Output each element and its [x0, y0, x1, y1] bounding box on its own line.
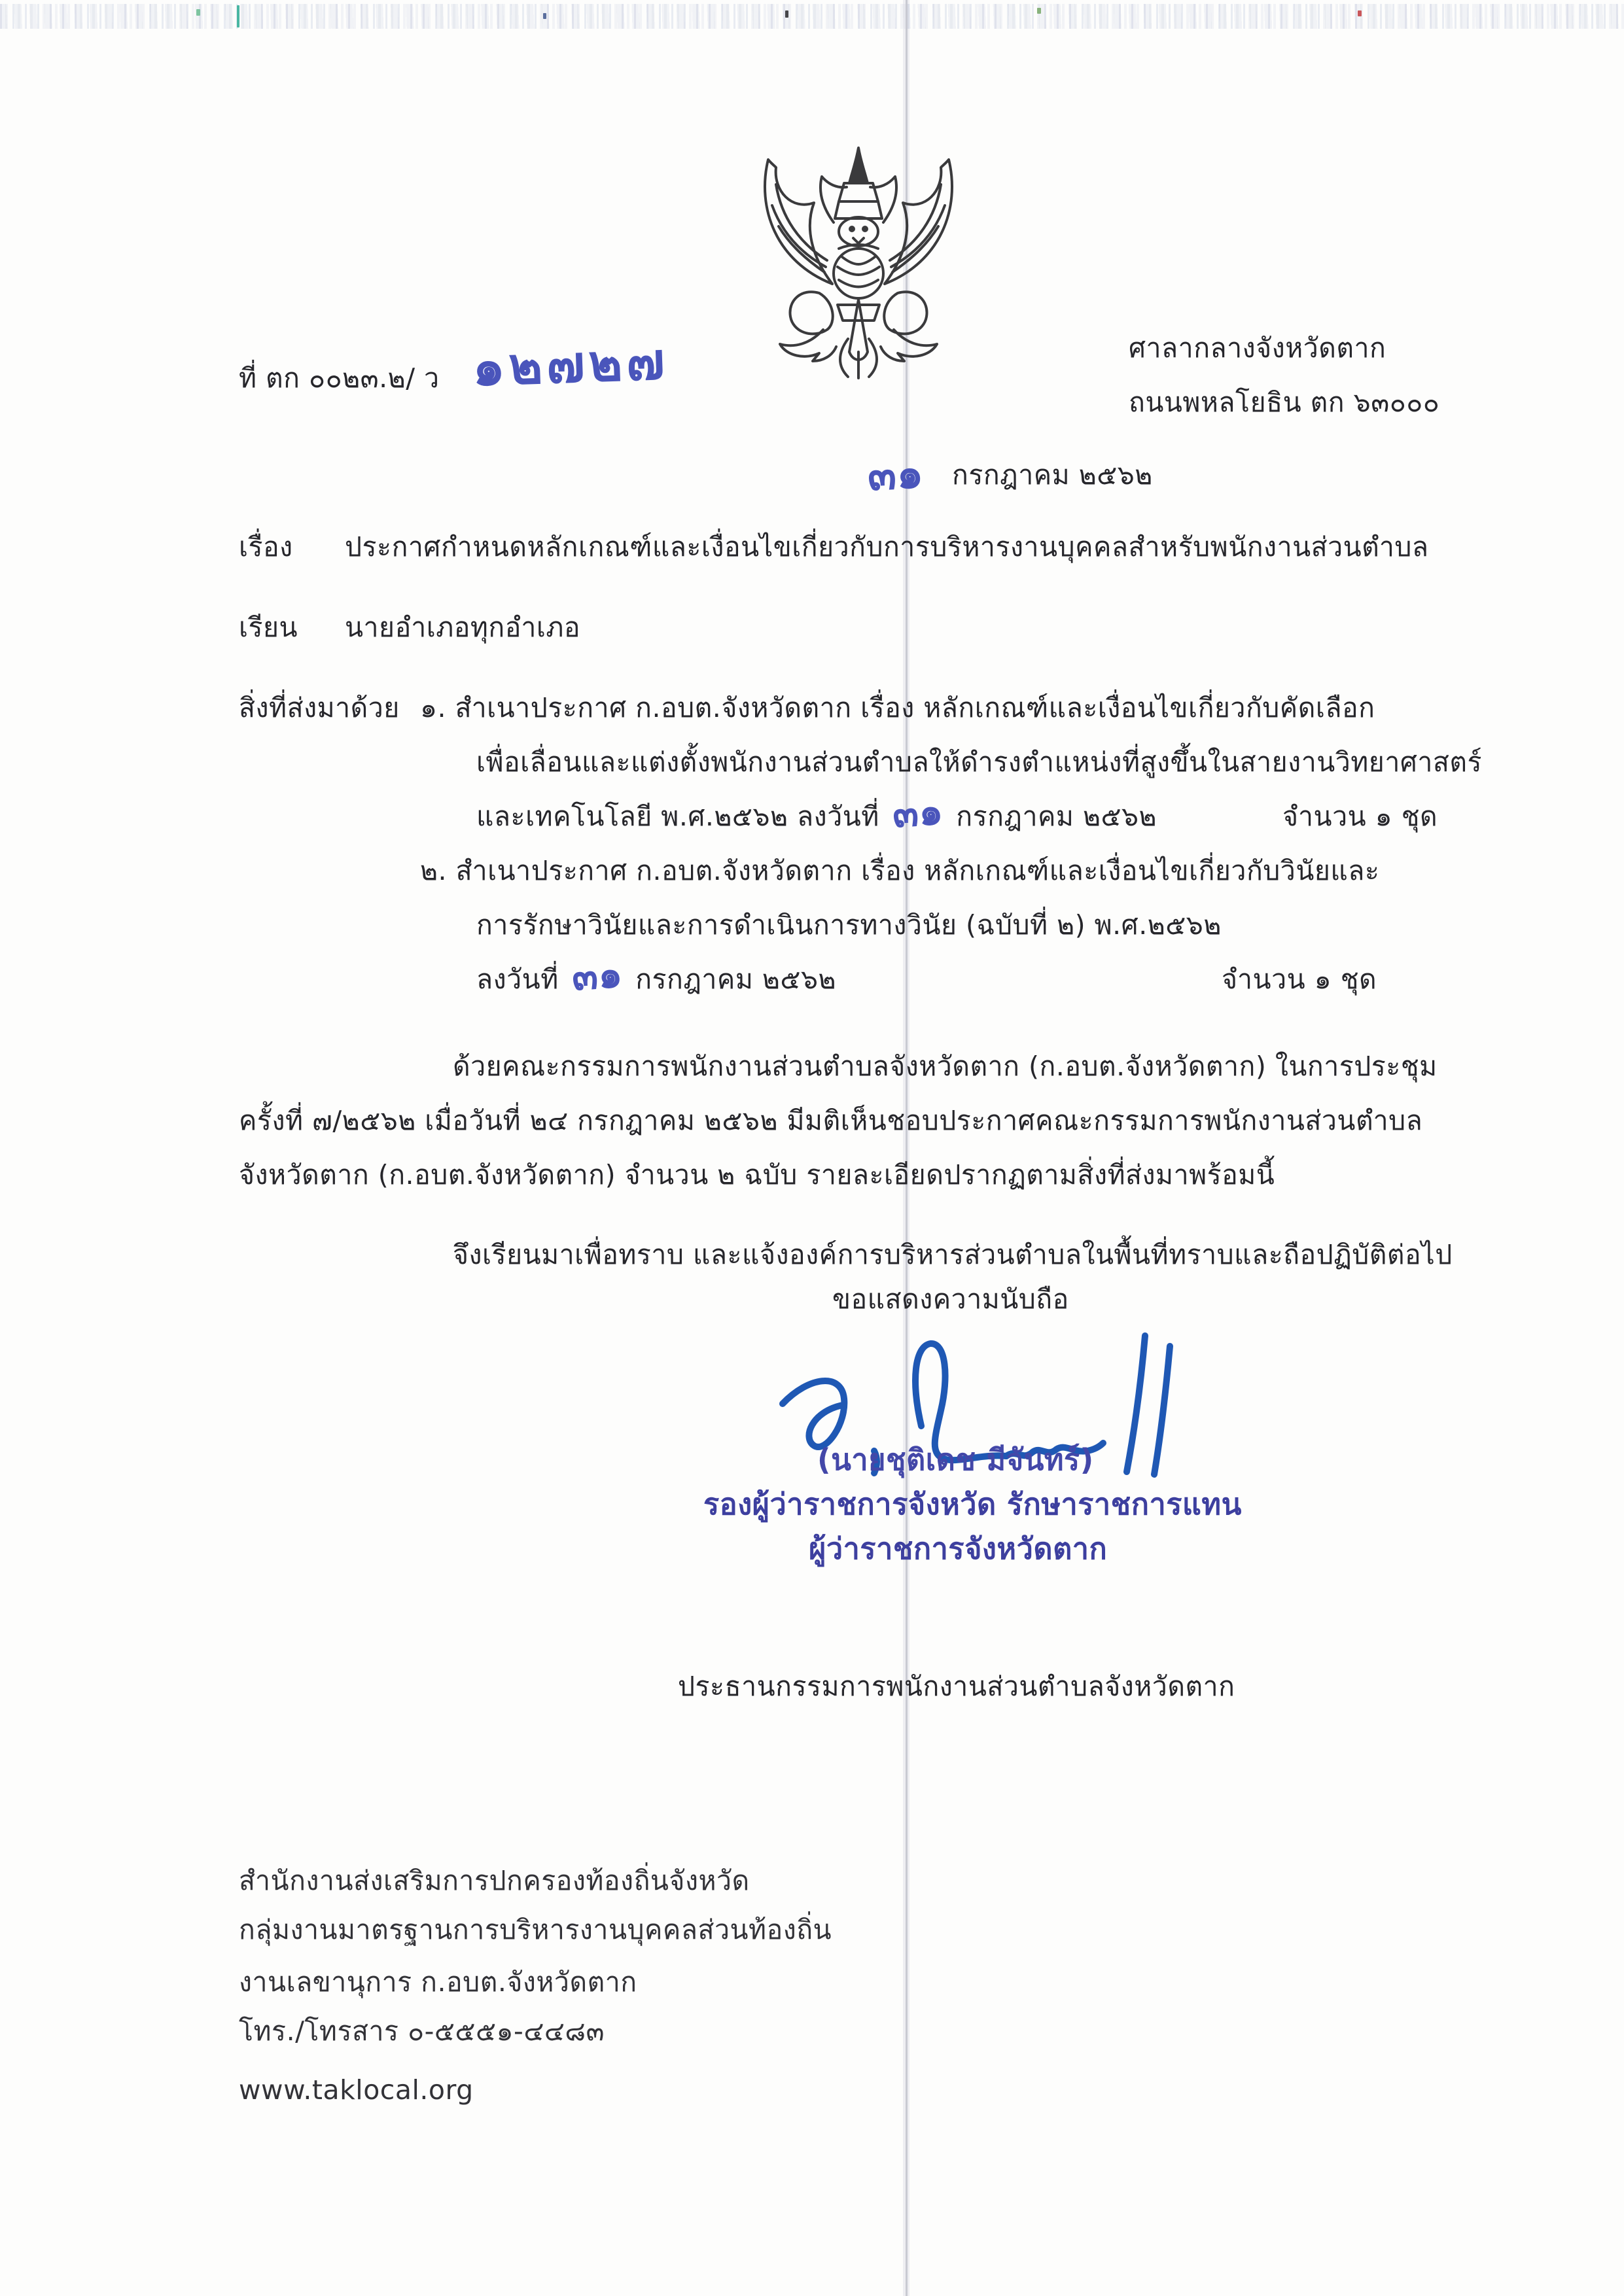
footer-phone: โทร./โทรสาร ๐-๕๕๕๑-๔๔๘๓ [239, 2015, 605, 2047]
attachment-item-1-date-suffix: กรกฎาคม ๒๕๖๒ [956, 801, 1157, 832]
attachment-item-1-line-1: ๑. สำเนาประกาศ ก.อบต.จังหวัดตาก เรื่อง หลักเกณฑ์และเงื่อนไขเกี่ยวกับคัดเลือก [420, 692, 1375, 723]
garuda-emblem-icon [750, 145, 967, 385]
footer-office-line2: กลุ่มงานมาตรฐานการบริหารงานบุคคลส่วนท้องถิ่น [239, 1914, 832, 1945]
attachment-item-2-line-1: ๒. สำเนาประกาศ ก.อบต.จังหวัดตาก เรื่อง หลักเกณฑ์และเงื่อนไขเกี่ยวกับวินัยและ [420, 855, 1380, 886]
salutation: ขอแสดงความนับถือ [832, 1283, 1069, 1315]
scan-speck-dark [785, 10, 788, 18]
sender-address-line2: ถนนพหลโยธิน ตก ๖๓๐๐๐ [1129, 387, 1440, 418]
signer-title-line2: ผู้ว่าราชการจังหวัดตาก [809, 1531, 1108, 1566]
attachment-item-2-day-handwritten: ๓๑ [570, 951, 624, 1000]
footer-office-line3: งานเลขานุการ ก.อบต.จังหวัดตาก [239, 1966, 637, 1998]
scan-speck-green2 [1037, 8, 1041, 14]
attachment-item-2-quantity: จำนวน ๑ ชุด [1222, 964, 1377, 995]
attachment-item-2-line-3 [476, 951, 837, 1000]
body-paragraph1-line2: ครั้งที่ ๗/๒๕๖๒ เมื่อวันที่ ๒๔ กรกฎาคม ๒๕๖๒ มีมติเห็นชอบประกาศคณะกรรมการพนักงานส่วนตำบล [239, 1105, 1423, 1136]
attachment-item-2-date-suffix: กรกฎาคม ๒๕๖๒ [635, 964, 837, 995]
body-paragraph2: จึงเรียนมาเพื่อทราบ และแจ้งองค์การบริหารส่วนตำบลในพื้นที่ทราบและถือปฏิบัติต่อไป [453, 1239, 1453, 1270]
ref-number-label: ที่ ตก ๐๐๒๓.๒/ ว [239, 362, 440, 394]
ref-number-handwritten: ๑๒๗๒๗ [471, 332, 670, 398]
scan-noise-band [0, 4, 1624, 29]
subject-label: เรื่อง [239, 531, 293, 563]
issuing-role: ประธานกรรมการพนักงานส่วนตำบลจังหวัดตาก [678, 1671, 1235, 1702]
signer-title-line1: รองผู้ว่าราชการจังหวัด รักษาราชการแทน [703, 1487, 1242, 1522]
attachment-item-2-line-2: การรักษาวินัยและการดำเนินการทางวินัย (ฉบับที่ ๒) พ.ศ.๒๕๖๒ [476, 909, 1222, 941]
attachment-item-1-quantity: จำนวน ๑ ชุด [1282, 801, 1438, 832]
date-day-handwritten: ๓๑ [866, 449, 925, 501]
scan-speck-red [1358, 10, 1362, 16]
recipient-text: นายอำเภอทุกอำเภอ [345, 612, 581, 643]
footer-office-line1: สำนักงานส่งเสริมการปกครองท้องถิ่นจังหวัด [239, 1865, 750, 1896]
attachment-item-1-line-2: เพื่อเลื่อนและแต่งตั้งพนักงานส่วนตำบลให้ดำรงตำแหน่งที่สูงขึ้นในสายงานวิทยาศาสตร์ [476, 746, 1483, 778]
body-paragraph1-line3: จังหวัดตาก (ก.อบต.จังหวัดตาก) จำนวน ๒ ฉบับ รายละเอียดปรากฏตามสิ่งที่ส่งมาพร้อมนี้ [239, 1159, 1275, 1191]
attachment-item-1-day-handwritten: ๓๑ [891, 788, 945, 837]
date-month-year: กรกฎาคม ๒๕๖๒ [952, 459, 1153, 491]
body-paragraph1-line1: ด้วยคณะกรรมการพนักงานส่วนตำบลจังหวัดตาก (ก.อบต.จังหวัดตาก) ในการประชุม [453, 1051, 1438, 1082]
scan-speck-green [196, 9, 200, 16]
attachments-label: สิ่งที่ส่งมาด้วย [239, 692, 400, 723]
scan-speck-teal [237, 5, 239, 27]
signer-name: (นายชุติเดช มีจันทร์) [817, 1442, 1094, 1477]
sender-address-line1: ศาลากลางจังหวัดตาก [1129, 332, 1386, 364]
scan-speck-blue [543, 13, 546, 19]
recipient-label: เรียน [239, 612, 298, 643]
attachment-item-2-date-prefix: ลงวันที่ [476, 964, 559, 995]
attachment-item-1-line-3 [476, 788, 1157, 837]
attachment-item-1-date-prefix: และเทคโนโลยี พ.ศ.๒๕๖๒ ลงวันที่ [476, 801, 879, 832]
subject-text: ประกาศกำหนดหลักเกณฑ์และเงื่อนไขเกี่ยวกับการบริหารงานบุคคลสำหรับพนักงานส่วนตำบล [345, 531, 1429, 563]
footer-website: www.taklocal.org [239, 2074, 474, 2106]
